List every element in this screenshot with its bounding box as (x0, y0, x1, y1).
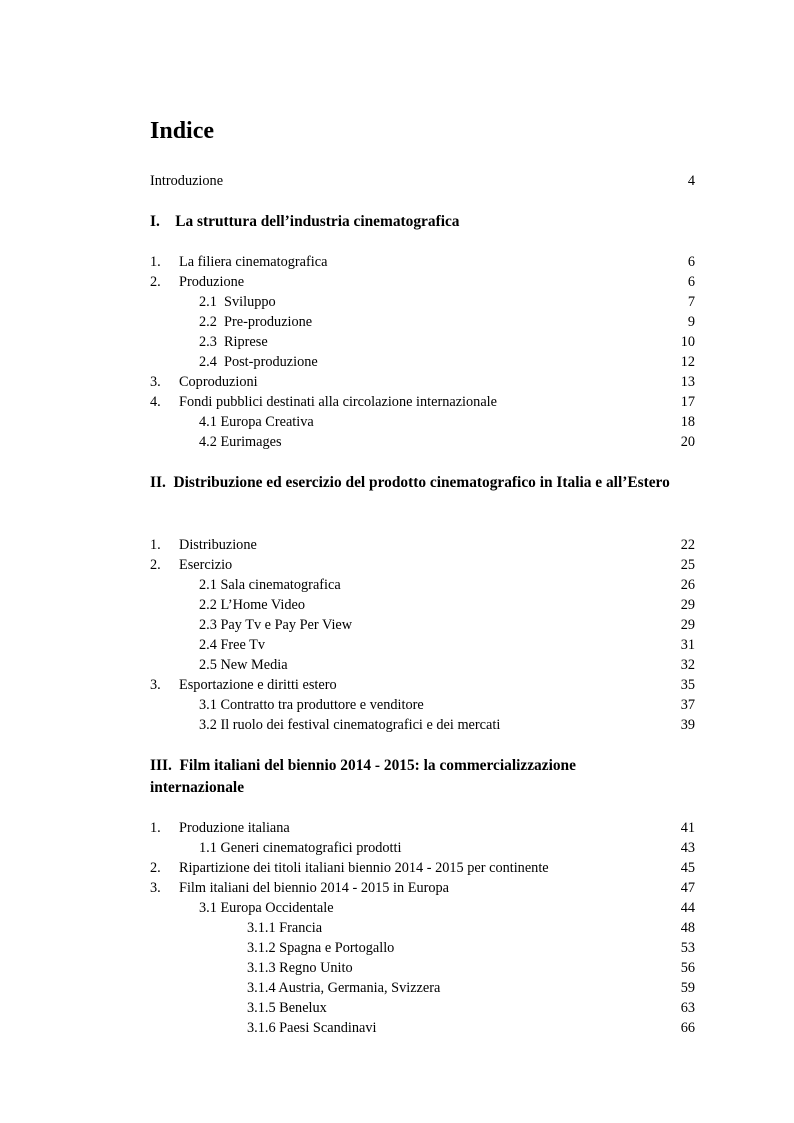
chapter-numeral: II. (150, 474, 166, 491)
toc-entry-label: Film italiani del biennio 2014 - 2015 in Europa (179, 880, 450, 896)
toc-entry-number: 3. (150, 374, 161, 390)
toc-entry[interactable] (150, 918, 695, 938)
toc-entry-page: 17 (680, 394, 695, 410)
toc-entry-page: 37 (680, 697, 695, 713)
chapter-numeral: III. (150, 757, 172, 774)
toc-entry-page: 48 (680, 920, 695, 936)
toc-entry-page: 35 (680, 677, 695, 693)
toc-entry-page: 59 (680, 980, 695, 996)
toc-entry-page: 66 (680, 1020, 695, 1036)
toc-entry-label: 3.1.4 Austria, Germania, Svizzera (247, 980, 441, 996)
toc-entry-label: Coproduzioni (179, 374, 258, 390)
toc-entry-page: 9 (687, 314, 695, 330)
toc-entry-number: 3. (150, 677, 161, 693)
toc-entry-label: Distribuzione (179, 537, 257, 553)
toc-entry-label: 2.2 Pre-produzione (199, 314, 313, 330)
toc-entry-page: 13 (680, 374, 695, 390)
toc-entry-label: 3.1.5 Benelux (247, 1000, 327, 1016)
chapter-title: La struttura dell’industria cinematografica (175, 213, 460, 230)
toc-entry[interactable] (150, 898, 695, 918)
toc-entry-page: 20 (680, 434, 695, 450)
toc-entry[interactable] (150, 878, 695, 898)
toc-entry-label: 3.1.3 Regno Unito (247, 960, 353, 976)
chapter-heading-2[interactable] (150, 472, 670, 494)
toc-entry[interactable] (150, 858, 695, 878)
toc-entry[interactable] (150, 615, 695, 635)
toc-entry[interactable] (150, 1018, 695, 1038)
toc-entry[interactable] (150, 958, 695, 978)
toc-entry[interactable] (150, 412, 695, 432)
toc-entry-label: Ripartizione dei titoli italiani biennio 2014 - 2015 per continente (179, 860, 549, 876)
toc-entry-page: 56 (680, 960, 695, 976)
toc-entry-page: 25 (680, 557, 695, 573)
toc-entry-label: Produzione italiana (179, 820, 290, 836)
toc-entry-number: 2. (150, 860, 161, 876)
toc-entry-label: Introduzione (150, 173, 224, 189)
chapter-heading-1[interactable] (150, 211, 670, 233)
toc-entry-page: 43 (680, 840, 695, 856)
toc-entry[interactable] (150, 655, 695, 675)
toc-entry-page: 53 (680, 940, 695, 956)
toc-entry-label: Fondi pubblici destinati alla circolazione internazionale (179, 394, 497, 410)
toc-entry[interactable] (150, 555, 695, 575)
toc-entry[interactable] (150, 432, 695, 452)
toc-entry-number: 2. (150, 274, 161, 290)
toc-entry-page: 4 (687, 173, 695, 189)
toc-entry[interactable] (150, 575, 695, 595)
toc-entry-page: 44 (680, 900, 695, 916)
toc-entry-number: 1. (150, 254, 161, 270)
toc-entry-page: 18 (680, 414, 695, 430)
toc-entry-label: 3.2 Il ruolo dei festival cinematografici e dei mercati (199, 717, 501, 733)
toc-entry-label: 2.4 Post-produzione (199, 354, 318, 370)
toc-entry-number: 3. (150, 880, 161, 896)
toc-entry-page: 26 (680, 577, 695, 593)
page-title: Indice (150, 118, 215, 144)
toc-entry-label: 3.1.6 Paesi Scandinavi (247, 1020, 377, 1036)
toc-entry-page: 63 (680, 1000, 695, 1016)
toc-entry-label: Esportazione e diritti estero (179, 677, 337, 693)
toc-entry[interactable] (150, 272, 695, 292)
toc-entry-page: 7 (687, 294, 695, 310)
toc-entry[interactable] (150, 352, 695, 372)
toc-entry-page: 32 (680, 657, 695, 673)
toc-entry-label: 1.1 Generi cinematografici prodotti (199, 840, 402, 856)
toc-entry[interactable] (150, 978, 695, 998)
toc-entry-label: 4.1 Europa Creativa (199, 414, 314, 430)
toc-entry-label: 3.1 Europa Occidentale (199, 900, 334, 916)
toc-entry[interactable] (150, 635, 695, 655)
toc-entry-page: 47 (680, 880, 695, 896)
toc-entry-number: 1. (150, 537, 161, 553)
toc-entry-label: 2.1 Sala cinematografica (199, 577, 341, 593)
toc-entry[interactable] (150, 818, 695, 838)
toc-entry-label: 2.4 Free Tv (199, 637, 266, 653)
toc-entry[interactable] (150, 938, 695, 958)
toc-entry-page: 39 (680, 717, 695, 733)
toc-entry-page: 6 (687, 254, 695, 270)
toc-entry-label: 2.1 Sviluppo (199, 294, 276, 310)
toc-entry-introduzione[interactable] (150, 171, 695, 191)
toc-entry-page: 6 (687, 274, 695, 290)
toc-entry-number: 1. (150, 820, 161, 836)
toc-entry-label: 2.3 Riprese (199, 334, 268, 350)
toc-entry-label: 3.1 Contratto tra produttore e venditore (199, 697, 424, 713)
toc-entry-label: La filiera cinematografica (179, 254, 328, 270)
chapter-title: Distribuzione ed esercizio del prodotto cinematografico in Italia e all’Estero (173, 474, 670, 491)
toc-entry-label: 2.5 New Media (199, 657, 288, 673)
toc-entry[interactable] (150, 675, 695, 695)
toc-entry[interactable] (150, 372, 695, 392)
toc-entry-page: 41 (680, 820, 695, 836)
toc-entry-label: 3.1.1 Francia (247, 920, 323, 936)
toc-entry-number: 4. (150, 394, 161, 410)
toc-entry-page: 22 (680, 537, 695, 553)
toc-entry-number: 2. (150, 557, 161, 573)
toc-entry[interactable] (150, 595, 695, 615)
toc-entry-label: 4.2 Eurimages (199, 434, 282, 450)
toc-entry[interactable] (150, 715, 695, 735)
toc-entry-page: 45 (680, 860, 695, 876)
toc-entry-label: 2.2 L’Home Video (199, 597, 305, 613)
toc-entry[interactable] (150, 535, 695, 555)
chapter-title: Film italiani del biennio 2014 - 2015: la commercializzazione internazionale (150, 757, 576, 796)
toc-entry-page: 29 (680, 597, 695, 613)
toc-entry-label: 3.1.2 Spagna e Portogallo (247, 940, 395, 956)
toc-entry[interactable] (150, 695, 695, 715)
toc-entry[interactable] (150, 838, 695, 858)
toc-entry[interactable] (150, 312, 695, 332)
chapter-numeral: I. (150, 213, 160, 230)
toc-entry-page: 31 (680, 637, 695, 653)
toc-entry-label: Produzione (179, 274, 245, 290)
toc-entry[interactable] (150, 392, 695, 412)
toc-entry[interactable] (150, 292, 695, 312)
toc-entry-label: 2.3 Pay Tv e Pay Per View (199, 617, 353, 633)
chapter-heading-3[interactable] (150, 755, 670, 799)
toc-entry[interactable] (150, 998, 695, 1018)
toc-entry[interactable] (150, 332, 695, 352)
toc-entry-label: Esercizio (179, 557, 233, 573)
toc-entry-page: 29 (680, 617, 695, 633)
toc-entry-page: 12 (680, 354, 695, 370)
toc-entry-page: 10 (680, 334, 695, 350)
toc-entry[interactable] (150, 252, 695, 272)
